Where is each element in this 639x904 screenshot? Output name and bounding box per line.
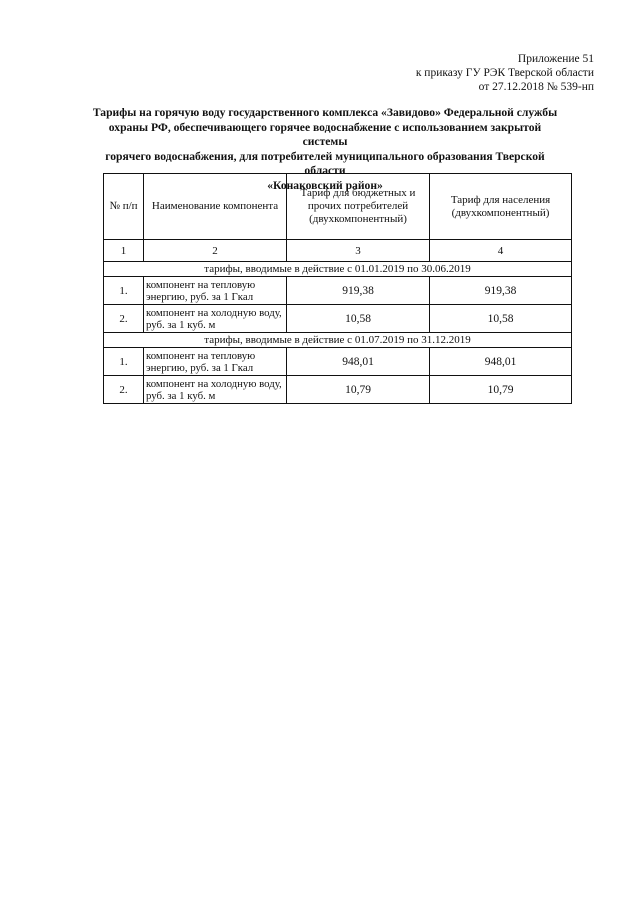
title-line-2: охраны РФ, обеспечивающего горячее водоснабжение с использованием закрытой системы	[108, 120, 542, 148]
row-population-value: 948,01	[430, 348, 572, 376]
title-line-3: горячего водоснабжения, для потребителей муниципального образования Тверской области	[105, 149, 545, 177]
title-line-4: «Конаковский район»	[267, 178, 383, 192]
title-line-1: Тарифы на горячую воду государственного комплекса «Завидово» Федеральной службы	[92, 106, 558, 119]
row-budget-value: 10,58	[287, 305, 430, 333]
table-row	[104, 277, 572, 305]
tariff-table	[103, 173, 572, 404]
appendix-header	[416, 52, 594, 94]
appendix-order-date: от 27.12.2018 № 539-нп	[478, 81, 594, 93]
table-row	[104, 376, 572, 404]
appendix-number: Приложение 51	[517, 53, 594, 65]
header-num: № п/п	[104, 174, 144, 240]
row-budget-value: 919,38	[287, 277, 430, 305]
row-component: компонент на холодную воду, руб. за 1 куб. м	[144, 376, 287, 404]
row-num: 1.	[104, 277, 144, 305]
row-population-value: 10,79	[430, 376, 572, 404]
row-component: компонент на тепловую энергию, руб. за 1 Гкал	[144, 277, 287, 305]
period-label: тарифы, вводимые в действие с 01.01.2019 по 30.06.2019	[104, 262, 572, 277]
col-number: 1	[104, 240, 144, 262]
row-component: компонент на тепловую энергию, руб. за 1 Гкал	[144, 348, 287, 376]
row-budget-value: 10,79	[287, 376, 430, 404]
table-row	[104, 348, 572, 376]
appendix-order-ref: к приказу ГУ РЭК Тверской области	[415, 67, 594, 79]
row-population-value: 10,58	[430, 305, 572, 333]
header-component: Наименование компонента	[144, 174, 287, 240]
col-number: 2	[144, 240, 287, 262]
period-label: тарифы, вводимые в действие с 01.07.2019 по 31.12.2019	[104, 333, 572, 348]
column-number-row	[104, 240, 572, 262]
col-number: 4	[430, 240, 572, 262]
period-row	[104, 262, 572, 277]
row-num: 2.	[104, 376, 144, 404]
header-population-tariff: Тариф для населения (двухкомпонентный)	[430, 174, 572, 240]
table-header-row	[104, 174, 572, 240]
row-budget-value: 948,01	[287, 348, 430, 376]
row-num: 1.	[104, 348, 144, 376]
row-population-value: 919,38	[430, 277, 572, 305]
header-budget-tariff: Тариф для бюджетных и прочих потребителей (двухкомпонентный)	[287, 174, 430, 240]
row-component: компонент на холодную воду, руб. за 1 куб. м	[144, 305, 287, 333]
table-row	[104, 305, 572, 333]
period-row	[104, 333, 572, 348]
col-number: 3	[287, 240, 430, 262]
row-num: 2.	[104, 305, 144, 333]
